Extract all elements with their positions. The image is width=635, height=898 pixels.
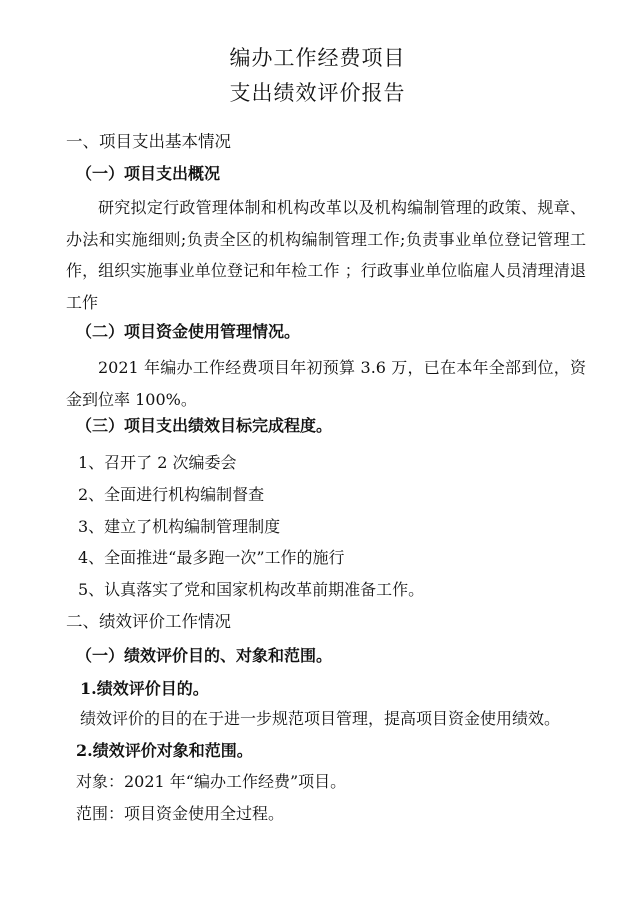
list-item: 2、全面进行机构编制督查 <box>78 485 265 504</box>
section1-sub1-heading: （一）项目支出概况 <box>76 164 221 183</box>
section2-sub1-heading: （一）绩效评价目的、对象和范围。 <box>76 646 333 665</box>
document-title-line1: 编办工作经费项目 <box>229 46 406 70</box>
section2-p2-heading: 2.绩效评价对象和范围。 <box>76 741 253 760</box>
section1-heading: 一、项目支出基本情况 <box>66 132 231 151</box>
section2-p1-body: 绩效评价的目的在于进一步规范项目管理，提高项目资金使用绩效。 <box>80 709 561 728</box>
section1-sub2-heading: （二）项目资金使用管理情况。 <box>76 322 301 341</box>
list-item: 4、全面推进“最多跑一次”工作的施行 <box>78 548 345 567</box>
section2-object: 对象：2021 年“编办工作经费”项目。 <box>76 772 347 791</box>
list-item: 3、建立了机构编制管理制度 <box>78 517 281 536</box>
section1-sub2-body: 2021 年编办工作经费项目年初预算 3.6 万，已在本年全部到位，资金到位率 100%。 <box>66 358 586 409</box>
list-item: 1、召开了 2 次编委会 <box>78 453 237 472</box>
section1-sub1-body: 研究拟定行政管理体制和机构改革以及机构编制管理的政策、规章、办法和实施细则;负责全区的机构编制管理工作;负责事业单位登记管理工作，组织实施事业单位登记和年检工作 ；行政事业单位临雇人员清理清退工作 <box>66 198 586 312</box>
section2-p1-heading: 1.绩效评价目的。 <box>80 679 209 698</box>
list-item: 5、认真落实了党和国家机构改革前期准备工作。 <box>78 580 425 599</box>
section2-heading: 二、绩效评价工作情况 <box>66 612 231 631</box>
document-title-line2: 支出绩效评价报告 <box>229 81 406 105</box>
section1-sub3-heading: （三）项目支出绩效目标完成程度。 <box>76 416 333 435</box>
section2-scope: 范围：项目资金使用全过程。 <box>76 804 285 823</box>
